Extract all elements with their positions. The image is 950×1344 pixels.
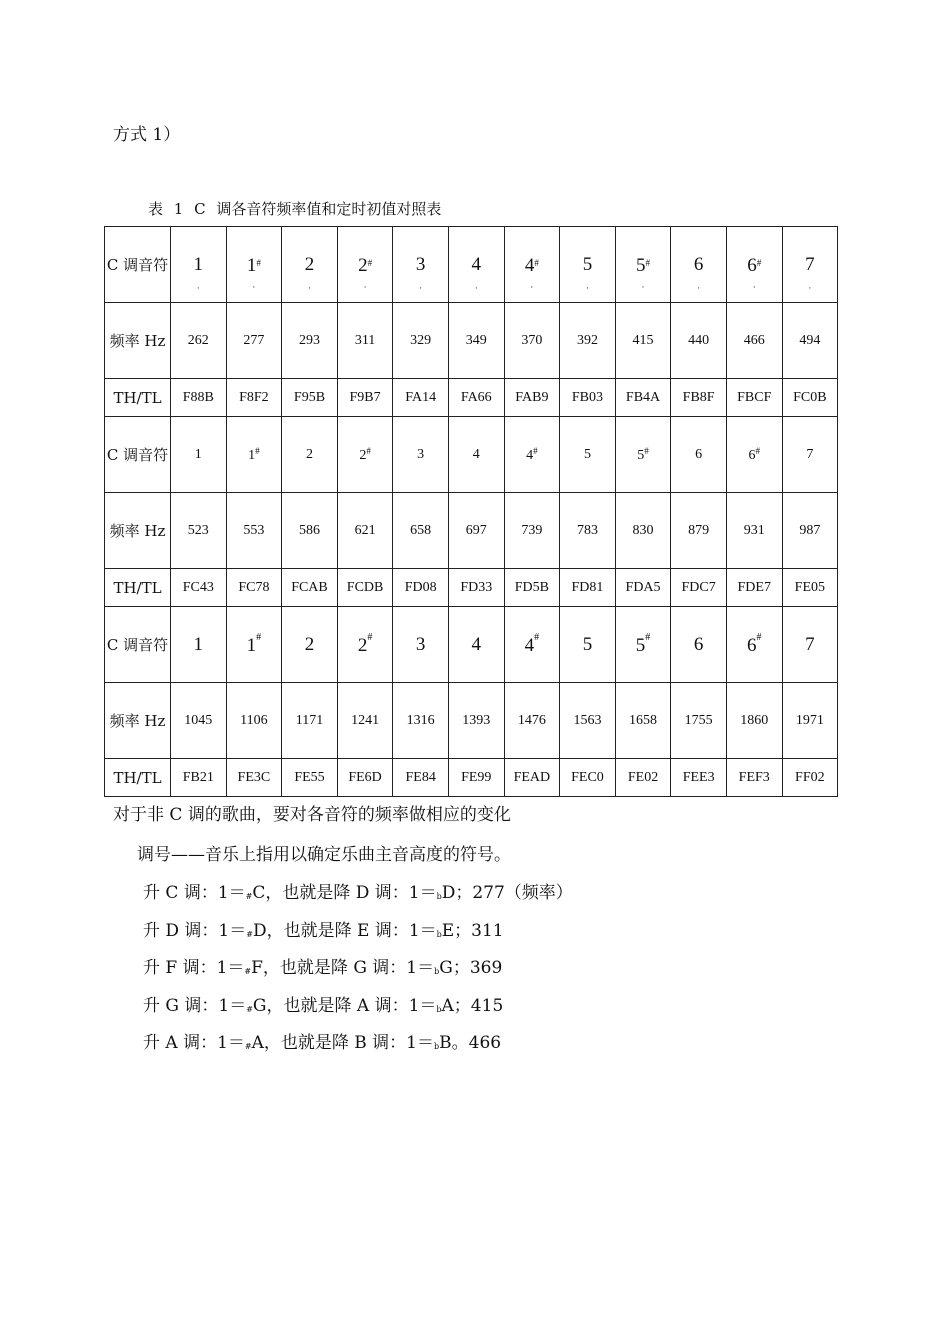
note-cell — [393, 227, 449, 303]
note-cell — [504, 417, 560, 493]
note-cell — [671, 417, 727, 493]
sharp-mark: # — [256, 257, 261, 268]
timer-value-row — [105, 569, 838, 607]
octave-dot: · — [363, 281, 367, 292]
key-text: A；415 — [441, 995, 504, 1016]
note-number: 5 — [636, 254, 646, 276]
note-number: 6 — [746, 635, 757, 656]
sharp-mark: # — [366, 445, 371, 456]
key-signature-line — [143, 1028, 501, 1053]
timer-value-cell: FC0B — [782, 379, 838, 417]
frequency-row — [105, 303, 838, 379]
note-cell — [171, 417, 227, 493]
sharp-mark: # — [645, 632, 651, 643]
timer-value-cell: FA66 — [448, 379, 504, 417]
note-number: 1 — [193, 633, 204, 655]
note-number: 6 — [695, 446, 703, 462]
frequency-cell: 879 — [671, 493, 727, 569]
timer-value-cell: FE05 — [782, 569, 838, 607]
frequency-label-cell: 频率 Hz — [105, 303, 171, 379]
frequency-cell: 739 — [504, 493, 560, 569]
timer-value-cell: FD81 — [560, 569, 616, 607]
frequency-cell: 987 — [782, 493, 838, 569]
timer-value-cell: F95B — [282, 379, 338, 417]
note-number: 2 — [357, 635, 368, 656]
octave-dot: · — [530, 281, 534, 292]
key-text: F，也就是降 G 调：1＝ — [251, 958, 435, 978]
note-number: 3 — [417, 446, 425, 462]
note-number: 5 — [635, 635, 646, 656]
note-cell — [171, 607, 227, 683]
note-number: 2 — [304, 633, 315, 655]
frequency-cell: 262 — [171, 303, 227, 379]
octave-dot: · — [752, 281, 756, 292]
sharp-mark: # — [756, 257, 762, 268]
frequency-cell: 415 — [615, 303, 671, 379]
note-number: 4 — [472, 446, 480, 462]
note-cell — [226, 417, 282, 493]
note-number: 2 — [358, 254, 368, 276]
note-cell — [560, 607, 616, 683]
note-number: 4 — [471, 253, 482, 275]
timer-value-cell: FE3C — [226, 759, 282, 797]
note-number: 5 — [582, 253, 593, 275]
note-cell — [337, 227, 393, 303]
octave-dot: · — [307, 282, 311, 293]
timer-value-cell: FDC7 — [671, 569, 727, 607]
timer-value-cell: FA14 — [393, 379, 449, 417]
note-row — [105, 607, 838, 683]
note-number: 4 — [524, 254, 535, 276]
note-cell — [782, 227, 838, 303]
sharp-mark: # — [367, 257, 373, 268]
timer-value-cell: FDE7 — [726, 569, 782, 607]
timer-value-cell: FE84 — [393, 759, 449, 797]
frequency-cell: 1658 — [615, 683, 671, 759]
frequency-cell: 494 — [782, 303, 838, 379]
frequency-cell: 349 — [448, 303, 504, 379]
note-cell — [393, 417, 449, 493]
note-number: 1 — [246, 635, 257, 656]
frequency-cell: 440 — [671, 303, 727, 379]
note-number: 1 — [248, 447, 256, 463]
intro-text: 对于非 C 调的歌曲，要对各音符的频率做相应的变化 — [113, 805, 511, 825]
definition-text: 调号——音乐上指用以确定乐曲主音高度的符号。 — [137, 845, 511, 865]
note-label-cell: C 调音符 — [105, 417, 171, 493]
heading: 方式 1） — [113, 125, 181, 145]
note-cell — [671, 227, 727, 303]
note-number: 1 — [193, 253, 204, 275]
frequency-cell: 1045 — [171, 683, 227, 759]
octave-dot: · — [808, 282, 812, 293]
note-number: 2 — [305, 446, 313, 462]
note-cell — [726, 227, 782, 303]
note-number: 6 — [748, 447, 756, 463]
note-cell — [171, 227, 227, 303]
note-number: 7 — [805, 253, 815, 275]
octave-dot: · — [196, 282, 200, 293]
frequency-cell: 621 — [337, 493, 393, 569]
timer-value-cell: FEF3 — [726, 759, 782, 797]
note-number: 4 — [526, 447, 534, 463]
accidental-mark: b — [436, 892, 442, 901]
note-cell — [393, 607, 449, 683]
note-number: 2 — [359, 447, 367, 463]
timer-value-cell: FE6D — [337, 759, 393, 797]
octave-dot: · — [474, 282, 478, 293]
timer-label-cell: TH/TL — [105, 759, 171, 797]
note-cell — [337, 417, 393, 493]
timer-value-cell: F8F2 — [226, 379, 282, 417]
octave-dot: · — [419, 282, 423, 293]
key-text: G；369 — [439, 958, 503, 978]
timer-value-cell: FD33 — [448, 569, 504, 607]
key-text: B。466 — [439, 1033, 502, 1053]
note-number: 4 — [471, 633, 482, 655]
frequency-label-cell: 频率 Hz — [105, 683, 171, 759]
frequency-cell: 523 — [171, 493, 227, 569]
timer-value-cell: FE02 — [615, 759, 671, 797]
note-cell — [504, 607, 560, 683]
timer-value-cell: FE55 — [282, 759, 338, 797]
frequency-cell: 1971 — [782, 683, 838, 759]
frequency-cell: 1755 — [671, 683, 727, 759]
frequency-cell: 277 — [226, 303, 282, 379]
note-number: 6 — [747, 254, 757, 276]
note-number: 1 — [246, 254, 257, 276]
accidental-mark: b — [436, 1004, 442, 1014]
timer-value-cell: FBCF — [726, 379, 782, 417]
key-text: A，也就是降 B 调：1＝ — [251, 1033, 435, 1053]
sharp-mark: # — [756, 632, 762, 643]
frequency-cell: 1171 — [282, 683, 338, 759]
timer-label-cell: TH/TL — [105, 569, 171, 607]
note-cell — [226, 607, 282, 683]
note-number: 6 — [693, 633, 704, 655]
frequency-cell: 293 — [282, 303, 338, 379]
sharp-mark: # — [255, 445, 260, 456]
note-number: 3 — [415, 253, 426, 275]
timer-value-cell: FDA5 — [615, 569, 671, 607]
note-number: 6 — [693, 253, 704, 275]
frequency-cell: 1860 — [726, 683, 782, 759]
note-cell — [615, 417, 671, 493]
timer-value-cell: FC78 — [226, 569, 282, 607]
note-cell — [726, 607, 782, 683]
octave-dot: · — [585, 282, 589, 293]
note-cell — [448, 417, 504, 493]
timer-value-cell: FAB9 — [504, 379, 560, 417]
key-text: 升 G 调：1＝ — [143, 995, 247, 1016]
note-number: 5 — [583, 446, 591, 462]
timer-value-cell: FEAD — [504, 759, 560, 797]
timer-value-cell: FCAB — [282, 569, 338, 607]
frequency-label-cell: 频率 Hz — [105, 493, 171, 569]
timer-value-cell: F9B7 — [337, 379, 393, 417]
timer-value-cell: FB4A — [615, 379, 671, 417]
note-number: 5 — [637, 447, 645, 463]
key-text: 升 F 调：1＝ — [143, 958, 245, 978]
frequency-cell: 329 — [393, 303, 449, 379]
note-number: 3 — [415, 633, 426, 655]
key-text: 升 C 调：1＝ — [143, 883, 246, 903]
note-cell — [448, 607, 504, 683]
frequency-cell: 466 — [726, 303, 782, 379]
timer-value-cell: FCDB — [337, 569, 393, 607]
sharp-mark: # — [755, 445, 760, 456]
frequency-cell: 830 — [615, 493, 671, 569]
timer-value-row — [105, 379, 838, 417]
accidental-mark: # — [246, 1004, 253, 1014]
note-cell — [504, 227, 560, 303]
frequency-row — [105, 493, 838, 569]
note-cell — [726, 417, 782, 493]
frequency-row — [105, 683, 838, 759]
sharp-mark: # — [533, 445, 538, 456]
note-cell — [671, 607, 727, 683]
timer-value-cell: FC43 — [171, 569, 227, 607]
key-text: D；277（频率） — [441, 883, 573, 903]
key-signature-line — [143, 953, 502, 978]
note-cell — [782, 607, 838, 683]
timer-value-cell: F88B — [171, 379, 227, 417]
note-row — [105, 227, 838, 303]
accidental-mark: # — [246, 929, 253, 939]
frequency-cell: 1241 — [337, 683, 393, 759]
frequency-cell: 783 — [560, 493, 616, 569]
note-cell — [282, 607, 338, 683]
timer-value-cell: FD5B — [504, 569, 560, 607]
timer-value-cell: FEE3 — [671, 759, 727, 797]
note-cell — [615, 607, 671, 683]
key-text: 升 A 调：1＝ — [143, 1033, 245, 1053]
key-signature-line — [143, 916, 504, 941]
sharp-mark: # — [534, 632, 540, 643]
frequency-cell: 1476 — [504, 683, 560, 759]
frequency-cell: 658 — [393, 493, 449, 569]
timer-value-cell: FB8F — [671, 379, 727, 417]
note-label-cell: C 调音符 — [105, 607, 171, 683]
frequency-cell: 370 — [504, 303, 560, 379]
sharp-mark: # — [367, 632, 373, 643]
key-text: D，也就是降 E 调：1＝ — [252, 920, 437, 941]
note-cell — [560, 417, 616, 493]
timer-value-cell: FD08 — [393, 569, 449, 607]
sharp-mark: # — [644, 445, 649, 456]
frequency-cell: 1393 — [448, 683, 504, 759]
note-number: 7 — [806, 446, 814, 462]
frequency-cell: 311 — [337, 303, 393, 379]
timer-value-cell: FB21 — [171, 759, 227, 797]
note-label-cell: C 调音符 — [105, 227, 171, 303]
timer-value-cell: FB03 — [560, 379, 616, 417]
frequency-cell: 392 — [560, 303, 616, 379]
table-caption: 表 1 C 调各音符频率值和定时初值对照表 — [148, 200, 442, 218]
note-cell — [282, 227, 338, 303]
accidental-mark: # — [244, 967, 252, 976]
sharp-mark: # — [534, 257, 539, 268]
frequency-cell: 1563 — [560, 683, 616, 759]
octave-dot: · — [252, 281, 256, 292]
frequency-cell: 1316 — [393, 683, 449, 759]
frequency-cell: 931 — [726, 493, 782, 569]
key-text: C，也就是降 D 调：1＝ — [252, 883, 437, 903]
key-text: G，也就是降 A 调：1＝ — [252, 995, 437, 1016]
timer-value-cell: FF02 — [782, 759, 838, 797]
sharp-mark: # — [256, 632, 262, 643]
frequency-cell: 586 — [282, 493, 338, 569]
note-number: 4 — [524, 635, 535, 656]
timer-value-cell: FE99 — [448, 759, 504, 797]
key-signature-line — [143, 878, 573, 903]
key-text: 升 D 调：1＝ — [143, 920, 247, 941]
sharp-mark: # — [645, 257, 651, 268]
note-cell — [282, 417, 338, 493]
timer-label-cell: TH/TL — [105, 379, 171, 417]
note-number: 1 — [194, 446, 202, 462]
accidental-mark: b — [434, 967, 440, 976]
frequency-cell: 553 — [226, 493, 282, 569]
key-signature-line — [143, 991, 503, 1016]
note-cell — [448, 227, 504, 303]
timer-value-cell: FEC0 — [560, 759, 616, 797]
note-frequency-table — [104, 226, 838, 797]
frequency-cell: 697 — [448, 493, 504, 569]
octave-dot: · — [641, 281, 645, 292]
accidental-mark: b — [434, 1042, 440, 1051]
accidental-mark: b — [436, 929, 442, 939]
note-cell — [560, 227, 616, 303]
note-number: 2 — [304, 253, 315, 275]
note-row — [105, 417, 838, 493]
key-text: E；311 — [441, 920, 504, 941]
note-cell — [782, 417, 838, 493]
frequency-cell: 1106 — [226, 683, 282, 759]
note-number: 5 — [582, 633, 593, 655]
note-cell — [226, 227, 282, 303]
note-number: 7 — [805, 633, 815, 655]
timer-value-row — [105, 759, 838, 797]
note-cell — [337, 607, 393, 683]
accidental-mark: # — [245, 892, 253, 901]
accidental-mark: # — [244, 1042, 252, 1051]
note-cell — [615, 227, 671, 303]
octave-dot: · — [697, 282, 701, 293]
